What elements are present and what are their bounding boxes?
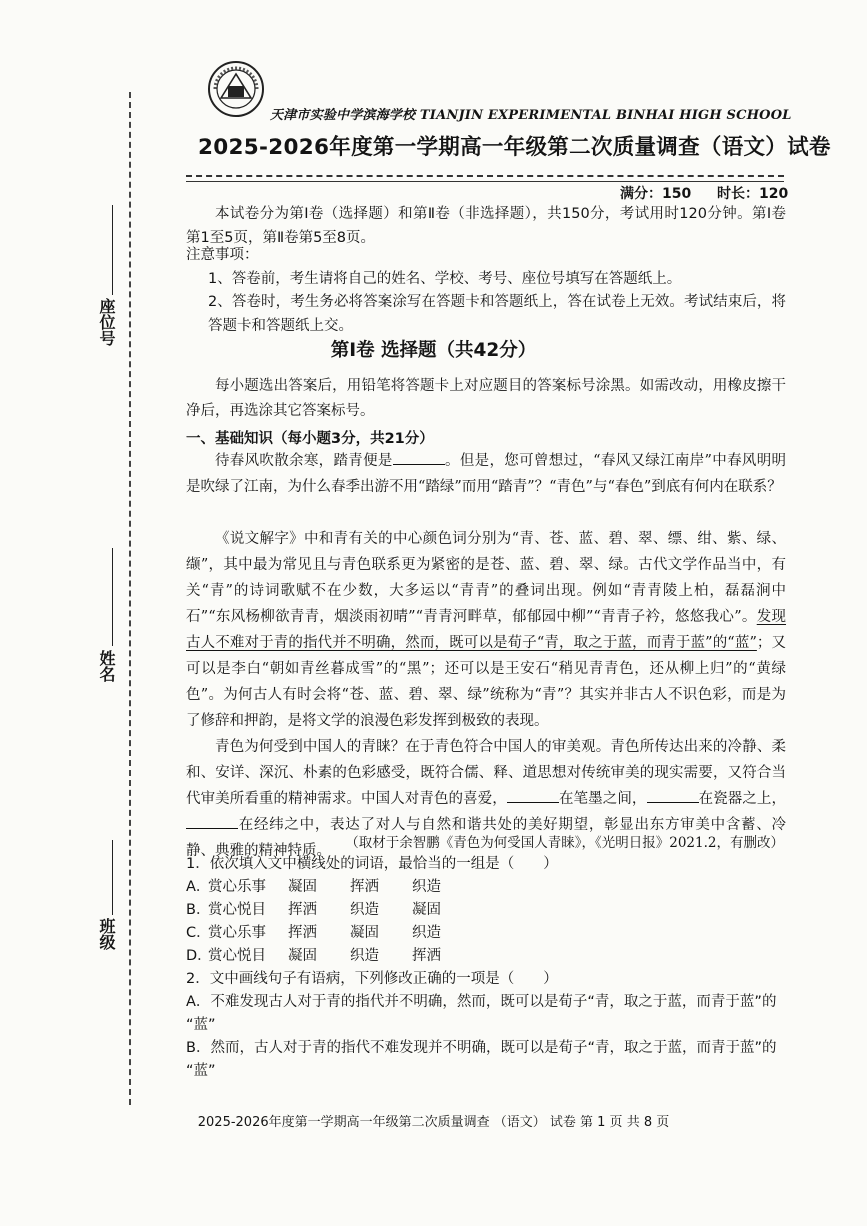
passage-paragraph-2 — [186, 526, 786, 734]
title-dashed-rule — [186, 175, 784, 177]
question-2-stem: 2．文中画线句子有语病，下列修改正确的一项是（ ） — [186, 971, 558, 987]
question-2-option-b: B．然而，古人对于青的指代不难发现并不明确，既可以是荀子“青，取之于蓝，而青于蓝”的 — [186, 1040, 777, 1056]
answer-blank — [647, 790, 699, 803]
p3-text-b: 在笔墨之间， — [558, 791, 647, 807]
question-1-option-b: B．赏心悦目 挥洒 织造 凝固 — [186, 902, 441, 918]
p2-text-b: ；又可以是李白“朝如青丝暮成雪”的“黑”；还可以是王安石“稍见青青色，还从柳上归”的“黄绿色”。为何古人有时会将“苍、蓝、碧、翠、绿”统称为“青”？其实并非古人不识色彩，而是为了修辞和押韵，是将文学的浪漫色彩发挥到极致的表现。 — [186, 635, 786, 729]
answer-blank — [186, 816, 238, 829]
question-1-option-a: A．赏心乐事 凝固 挥洒 织造 — [186, 879, 441, 895]
binding-line — [129, 92, 131, 1105]
answer-blank — [393, 452, 445, 465]
seat-blank — [112, 205, 113, 295]
question-2-option-b-cont: “蓝” — [186, 1063, 216, 1079]
note-2: 2、答卷时，考生务必将答案涂写在答题卡和答题纸上，答在试卷上无效。考试结束后，将答题卡和答题纸上交。 — [208, 294, 786, 334]
school-name: 天津市实验中学滨海学校 TIANJIN EXPERIMENTAL BINHAI HIGH SCHOOL — [270, 108, 792, 123]
section-instruction: 每小题选出答案后，用铅笔将答题卡上对应题目的答案标号涂黑。如需改动，用橡皮擦干净后，再选涂其它答案标号。 — [186, 378, 786, 419]
question-1-option-d: D．赏心悦目 凝固 织造 挥洒 — [186, 948, 441, 964]
class-blank — [112, 840, 113, 915]
name-label: 姓名 — [97, 650, 116, 682]
question-1-stem: 1．依次填入文中横线处的词语，最恰当的一组是（ ） — [186, 856, 558, 872]
answer-blank — [507, 790, 559, 803]
name-blank — [112, 548, 113, 646]
note-1: 1、答卷前，考生请将自己的姓名、学校、考号、座位号填写在答题纸上。 — [208, 271, 682, 287]
school-logo-icon — [207, 60, 265, 118]
p1-text-b: 。但是，您可曾想过，“春风又绿江南岸”中春风明明是吹绿了江南，为什么春季出游不用“踏绿”而用“踏青”？“青色”与“春色”到底有何内在联系？ — [186, 453, 787, 495]
section-title: 第Ⅰ卷 选择题（共42分） — [330, 340, 537, 361]
question-2-option-a-cont: “蓝” — [186, 1017, 216, 1033]
duration: 时长：120 — [717, 186, 789, 202]
page-footer: 2025-2026年度第一学期高一年级第二次质量调查 （语文） 试卷 第 1 页 共 8 页 — [197, 1115, 670, 1130]
class-label: 班级 — [97, 918, 116, 950]
question-2-option-a: A．不难发现古人对于青的指代并不明确，然而，既可以是荀子“青，取之于蓝，而青于蓝”的 — [186, 994, 777, 1010]
source-citation: （取材于余智鹏《青色为何受国人青睐》，《光明日报》2021.2，有删改） — [345, 835, 784, 851]
intro-text: 本试卷分为第Ⅰ卷（选择题）和第Ⅱ卷（非选择题），共150分，考试用时120分钟。第Ⅰ卷第1至5页，第Ⅱ卷第5至8页。 — [186, 206, 786, 246]
p3-text-a: 青色为何受到中国人的青睐？在于青色符合中国人的审美观。青色所传达出来的冷静、柔和、安详、深沉、朴素的色彩感受，既符合儒、释、道思想对传统审美的现实需要，又符合当代审美所看重的精神需求。中国人对青色的喜爱， — [186, 739, 786, 807]
part-title: 一、基础知识（每小题3分，共21分） — [186, 431, 434, 447]
title-rule — [186, 181, 784, 182]
p3-text-c: 在瓷器之上， — [698, 791, 787, 807]
p3-text-d: 在经纬之中，表达了对人与自然和谐共处的美好期望，彰显出东方审美中含蓄、冷静、典雅的精神特质。 — [186, 817, 786, 859]
passage-paragraph-1 — [186, 448, 786, 500]
p2-text-a: 《说文解字》中和青有关的中心颜色词分别为“青、苍、蓝、碧、翠、缥、绀、紫、绿、缬”，其中最为常见且与青色联系更为紧密的是苍、蓝、碧、翠、绿。古代文学作品当中，有关“青”的诗词歌赋不在少数，大多运以“青青”的叠词出现。例如“青青陵上柏，磊磊涧中石”“东风杨柳欲青青，烟淡雨初晴”“青青河畔草，郁郁园中柳”“青青子衿，悠悠我心”。 — [186, 531, 786, 625]
page-title: 2025-2026年度第一学期高一年级第二次质量调查（语文）试卷 — [198, 135, 831, 160]
notes-title: 注意事项： — [186, 247, 259, 263]
full-score: 满分：150 — [620, 186, 692, 202]
underlined-sentence: 发现古人不难对于青的指代并不明确，然而，既可以是荀子“青，取之于蓝，而青于蓝”的“蓝” — [186, 609, 787, 651]
p1-text-a: 待春风吹散余寒，踏青便是 — [215, 453, 393, 469]
question-1-option-c: C．赏心乐事 挥洒 凝固 织造 — [186, 925, 441, 941]
seat-label: 座位号 — [97, 298, 116, 346]
